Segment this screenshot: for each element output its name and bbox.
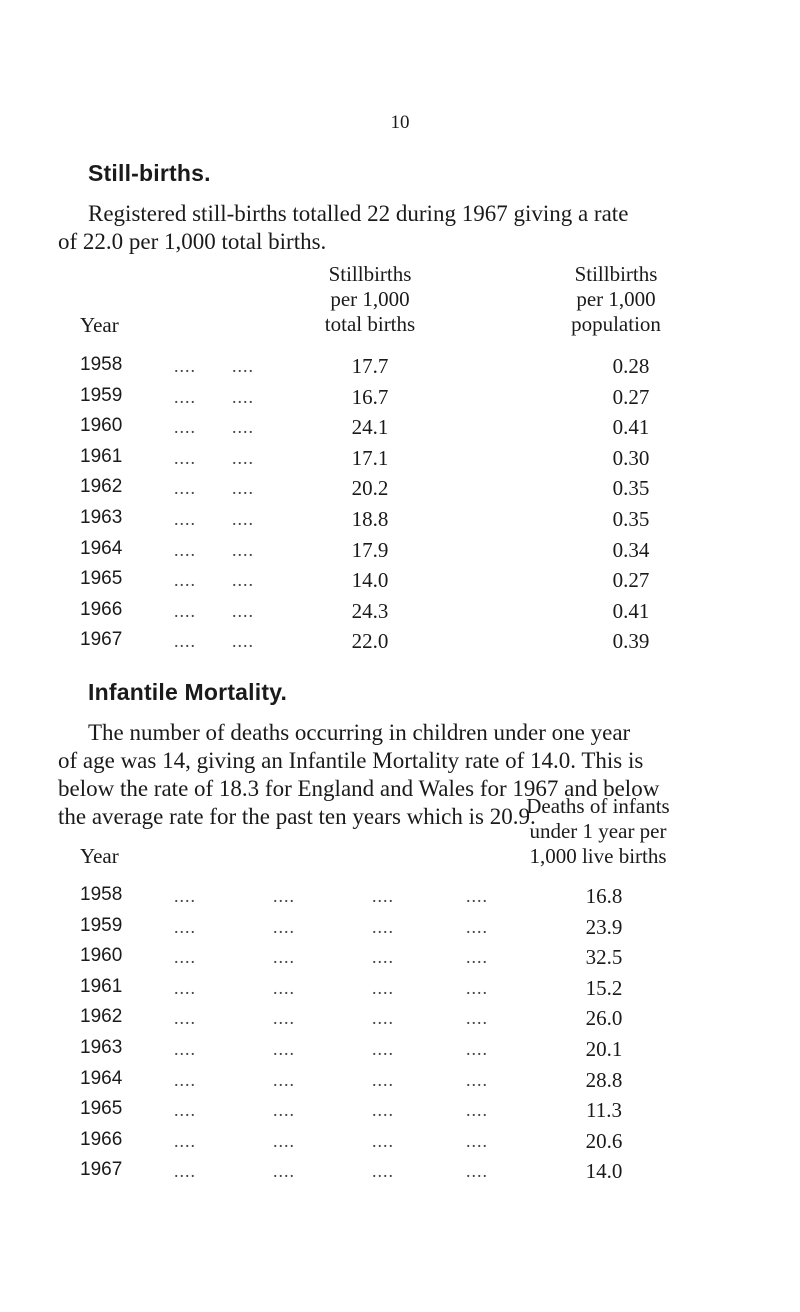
table-row — [0, 1159, 800, 1189]
stillbirths-col-per-total: Stillbirths per 1,000 total births — [324, 262, 416, 336]
table-row — [0, 1068, 800, 1098]
leader-dots: .... — [232, 386, 254, 407]
paragraph-line: of age was 14, giving an Infantile Mortality rate of 14.0. This is — [58, 748, 644, 773]
rate-cell: 26.0 — [585, 1006, 623, 1031]
rate-per-pop-cell: 0.27 — [612, 568, 650, 593]
year-cell: 1963 — [80, 507, 123, 528]
rate-per-pop-cell: 0.35 — [612, 476, 650, 501]
rate-per-total-cell: 16.7 — [351, 384, 389, 409]
table-row — [0, 446, 800, 476]
rate-cell: 15.2 — [585, 975, 623, 1000]
rate-per-pop-cell: 0.27 — [612, 384, 650, 409]
leader-dots: .... — [232, 539, 254, 560]
leader-dots: .... — [174, 1100, 196, 1121]
leader-dots: .... — [273, 977, 295, 998]
leader-dots: .... — [466, 1161, 488, 1182]
leader-dots: .... — [174, 1039, 196, 1059]
leader-dots: .... — [174, 417, 196, 438]
year-cell: 1964 — [80, 537, 123, 559]
leader-dots: .... — [273, 886, 295, 906]
leader-dots: .... — [273, 1161, 295, 1182]
stillbirths-col-per-pop: Stillbirths per 1,000 population — [571, 262, 661, 336]
rate-cell: 23.9 — [585, 914, 623, 939]
rate-per-total-cell: 24.3 — [351, 598, 389, 623]
infantile-heading: Infantile Mortality. — [88, 679, 288, 705]
leader-dots: .... — [273, 1069, 295, 1090]
year-cell: 1965 — [80, 1098, 123, 1120]
rate-per-pop-cell: 0.28 — [612, 354, 650, 378]
leader-dots: .... — [232, 356, 254, 376]
stillbirths-heading: Still-births. — [88, 160, 211, 186]
year-cell: 1962 — [80, 1006, 123, 1028]
rate-per-pop-cell: 0.41 — [612, 598, 650, 623]
leader-dots: .... — [174, 977, 196, 998]
leader-dots: .... — [232, 478, 254, 499]
leader-dots: .... — [372, 1130, 394, 1151]
table-row — [0, 476, 800, 506]
table-row — [0, 976, 800, 1006]
rate-cell: 28.8 — [585, 1067, 623, 1092]
leader-dots: .... — [372, 947, 394, 968]
leader-dots: .... — [174, 886, 196, 906]
rate-per-total-cell: 17.9 — [351, 537, 389, 562]
leader-dots: .... — [273, 1100, 295, 1121]
table-row — [0, 629, 800, 659]
leader-dots: .... — [174, 478, 196, 499]
year-cell: 1959 — [80, 384, 123, 406]
table-row — [0, 568, 800, 598]
stillbirths-col-year: Year — [80, 313, 119, 337]
year-cell: 1959 — [80, 914, 123, 936]
year-cell: 1967 — [80, 629, 123, 651]
leader-dots: .... — [174, 1069, 196, 1090]
leader-dots: .... — [174, 947, 196, 968]
rate-cell: 32.5 — [585, 945, 623, 970]
year-cell: 1958 — [80, 884, 123, 905]
leader-dots: .... — [174, 447, 196, 468]
leader-dots: .... — [466, 1039, 488, 1059]
year-cell: 1960 — [80, 945, 123, 967]
leader-dots: .... — [174, 600, 196, 621]
leader-dots: .... — [174, 1130, 196, 1151]
paragraph-line: below the rate of 18.3 for England and Wales for 1967 and below — [58, 776, 660, 801]
leader-dots: .... — [273, 916, 295, 937]
leader-dots: .... — [273, 1039, 295, 1059]
leader-dots: .... — [174, 356, 196, 376]
table-row — [0, 354, 800, 384]
leader-dots: .... — [466, 947, 488, 968]
year-cell: 1966 — [80, 1128, 123, 1150]
rate-per-pop-cell: 0.34 — [612, 537, 650, 562]
stillbirths-paragraph — [58, 200, 766, 256]
year-cell: 1958 — [80, 354, 123, 375]
leader-dots: .... — [273, 1008, 295, 1029]
leader-dots: .... — [232, 447, 254, 468]
leader-dots: .... — [466, 1100, 488, 1121]
paragraph-line: of 22.0 per 1,000 total births. — [58, 229, 327, 254]
table-row — [0, 385, 800, 415]
rate-per-total-cell: 20.2 — [351, 476, 389, 501]
rate-cell: 11.3 — [586, 1098, 622, 1123]
rate-per-pop-cell: 0.30 — [612, 445, 650, 470]
page-number: 10 — [390, 112, 410, 133]
rate-per-pop-cell: 0.35 — [612, 507, 650, 531]
leader-dots: .... — [466, 1069, 488, 1090]
leader-dots: .... — [273, 1130, 295, 1151]
leader-dots: .... — [273, 947, 295, 968]
leader-dots: .... — [372, 916, 394, 937]
paragraph-line: the average rate for the past ten years which is 20.9. — [58, 804, 536, 829]
year-cell: 1961 — [80, 445, 123, 467]
leader-dots: .... — [232, 509, 254, 529]
leader-dots: .... — [466, 916, 488, 937]
leader-dots: .... — [174, 509, 196, 529]
leader-dots: .... — [174, 386, 196, 407]
table-row — [0, 415, 800, 445]
rate-per-pop-cell: 0.39 — [612, 629, 650, 654]
year-cell: 1960 — [80, 415, 123, 437]
paragraph-line: The number of deaths occurring in children under one year — [88, 720, 631, 745]
rate-per-total-cell: 22.0 — [351, 629, 389, 654]
leader-dots: .... — [466, 1130, 488, 1151]
leader-dots: .... — [372, 1069, 394, 1090]
year-cell: 1964 — [80, 1067, 123, 1089]
leader-dots: .... — [174, 1161, 196, 1182]
leader-dots: .... — [232, 417, 254, 438]
infantile-col-year: Year — [80, 844, 119, 868]
rate-per-total-cell: 14.0 — [351, 568, 389, 593]
leader-dots: .... — [174, 539, 196, 560]
leader-dots: .... — [466, 977, 488, 998]
leader-dots: .... — [372, 1039, 394, 1059]
table-row — [0, 538, 800, 568]
table-row — [0, 1129, 800, 1159]
leader-dots: .... — [174, 570, 196, 591]
infantile-col-rate: Deaths of infants under 1 year per 1,000 live births — [526, 794, 670, 868]
paragraph-line: Registered still-births totalled 22 during 1967 giving a rate — [88, 201, 629, 226]
rate-cell: 20.1 — [585, 1037, 623, 1061]
table-row — [0, 915, 800, 945]
year-cell: 1963 — [80, 1037, 123, 1058]
leader-dots: .... — [466, 1008, 488, 1029]
year-cell: 1961 — [80, 975, 123, 997]
rate-per-total-cell: 17.7 — [351, 354, 389, 378]
rate-cell: 16.8 — [585, 884, 623, 908]
rate-per-pop-cell: 0.41 — [612, 415, 650, 440]
table-row — [0, 599, 800, 629]
table-row — [0, 1037, 800, 1067]
table-row — [0, 945, 800, 975]
rate-per-total-cell: 17.1 — [351, 445, 389, 470]
leader-dots: .... — [174, 1008, 196, 1029]
table-row — [0, 1098, 800, 1128]
leader-dots: .... — [372, 886, 394, 906]
rate-cell: 20.6 — [585, 1128, 623, 1153]
leader-dots: .... — [232, 631, 254, 652]
year-cell: 1962 — [80, 476, 123, 498]
leader-dots: .... — [232, 570, 254, 591]
table-row — [0, 1006, 800, 1036]
table-row — [0, 884, 800, 914]
leader-dots: .... — [372, 977, 394, 998]
table-row — [0, 507, 800, 537]
leader-dots: .... — [372, 1100, 394, 1121]
leader-dots: .... — [372, 1161, 394, 1182]
rate-per-total-cell: 18.8 — [351, 507, 389, 531]
year-cell: 1966 — [80, 598, 123, 620]
year-cell: 1965 — [80, 568, 123, 590]
rate-per-total-cell: 24.1 — [351, 415, 389, 440]
leader-dots: .... — [372, 1008, 394, 1029]
leader-dots: .... — [174, 631, 196, 652]
leader-dots: .... — [174, 916, 196, 937]
leader-dots: .... — [466, 886, 488, 906]
year-cell: 1967 — [80, 1159, 123, 1181]
rate-cell: 14.0 — [585, 1159, 623, 1184]
leader-dots: .... — [232, 600, 254, 621]
